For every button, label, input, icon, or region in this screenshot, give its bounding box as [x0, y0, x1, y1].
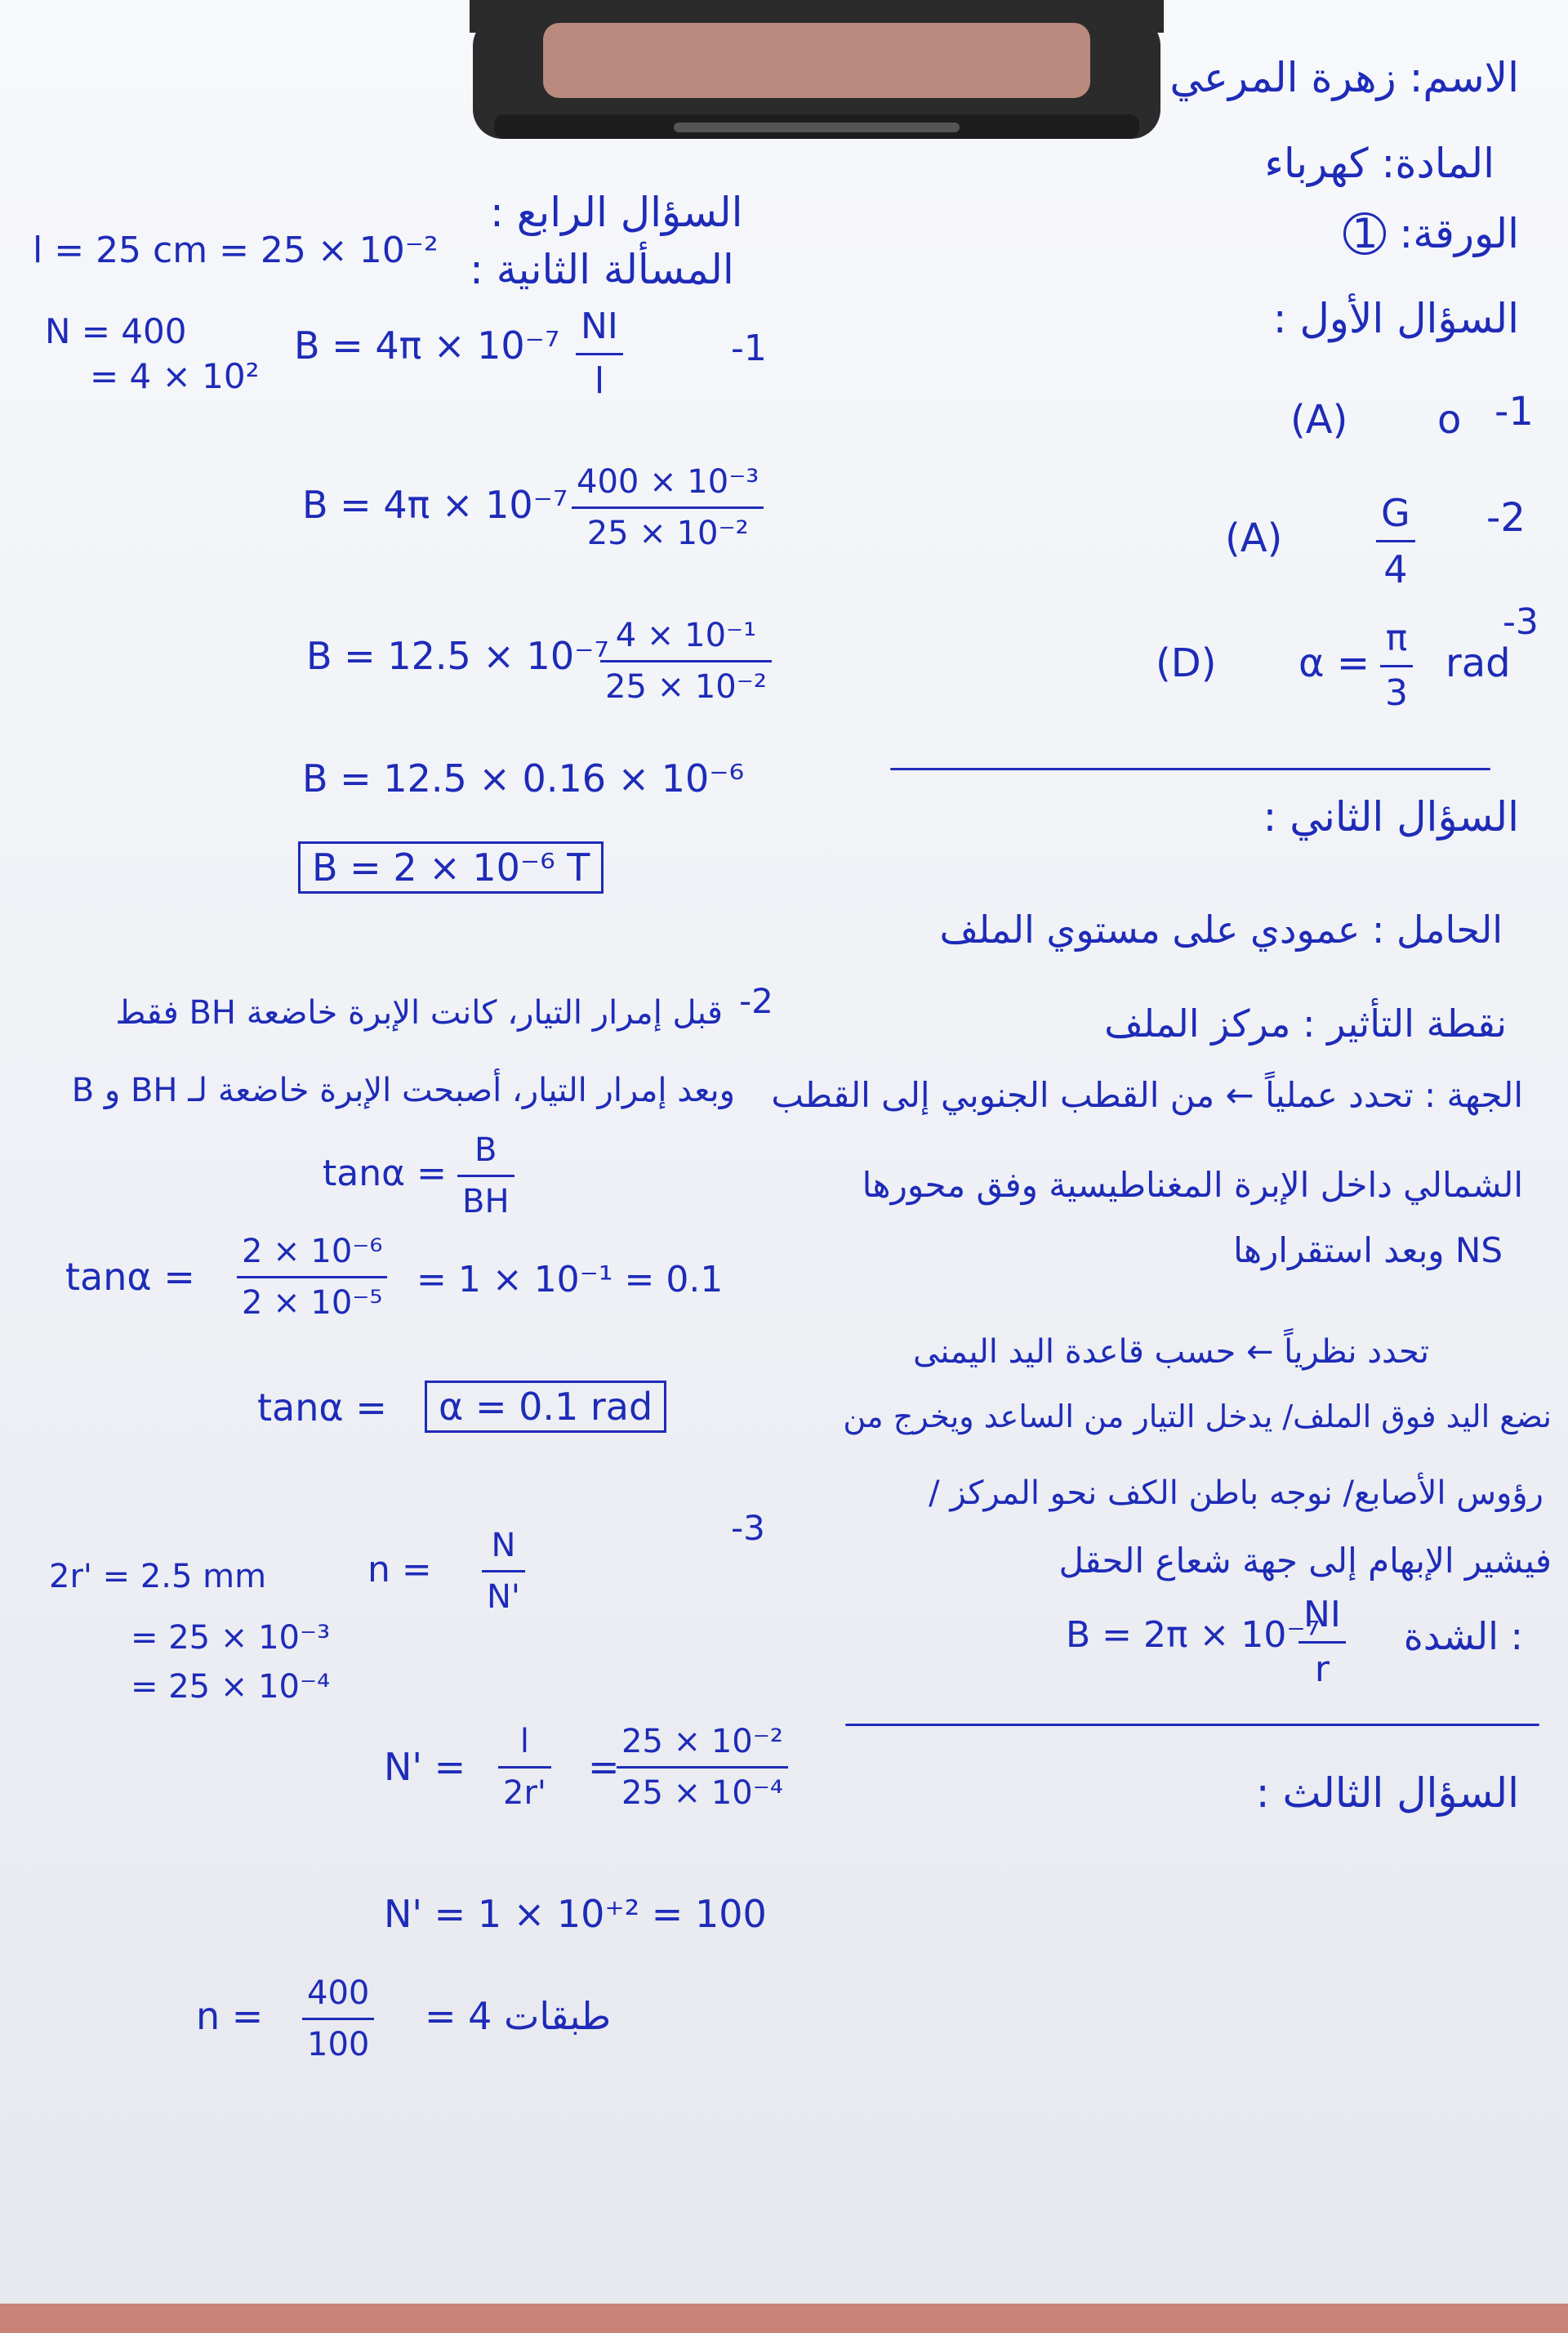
p1-step-3-den: 25 × 10⁻² — [600, 660, 772, 703]
q4-problem-label: المسألة الثانية : — [470, 246, 734, 293]
section-divider-1 — [890, 768, 1490, 770]
q2-intensity-formula: B = 2π × 10⁻⁷ — [1066, 1614, 1321, 1656]
q1-value-1: o — [1437, 397, 1462, 443]
p2-calc: tanα = — [65, 1255, 195, 1299]
p1-step-3-num: 4 × 10⁻¹ — [615, 617, 757, 654]
p2-tan-def: tanα = — [323, 1153, 447, 1194]
p2-calc-num: 2 × 10⁻⁶ — [242, 1233, 383, 1270]
sheet-number-line — [1343, 212, 1519, 255]
q2-intensity-num: NI — [1303, 1594, 1341, 1635]
p2-tan-fraction — [457, 1131, 514, 1220]
q1-fraction-3 — [1380, 618, 1413, 714]
p3-N1-num: l — [519, 1723, 529, 1760]
p1-step-2-num: 400 × 10⁻³ — [577, 463, 760, 501]
p3-n-den: N' — [482, 1570, 525, 1613]
q1-choice-2: (A) — [1225, 515, 1283, 561]
p3-N1-den: 2r' — [498, 1766, 551, 1809]
p2-number: -2 — [739, 981, 773, 1021]
q2-line-6: تحدد نظرياً ← حسب قاعدة اليد اليمنى — [913, 1333, 1429, 1371]
p3-n2-den: 100 — [302, 2018, 374, 2061]
p3-given-1: 2r' = 2.5 mm — [49, 1558, 267, 1595]
p1-formula-num: NI — [581, 306, 618, 347]
q2-line-4: الشمالي داخل الإبرة المغناطيسية وفق محورها — [862, 1165, 1523, 1205]
q2-line-5: NS وبعد استقرارها — [1233, 1230, 1503, 1270]
p3-number: -3 — [731, 1508, 765, 1548]
given-turns-sci: = 4 × 10² — [90, 356, 260, 396]
p3-given-3: = 25 × 10⁻⁴ — [131, 1668, 331, 1706]
p3-N1-fraction — [498, 1723, 551, 1812]
clipboard-clip — [470, 0, 1164, 143]
p3-n2-fraction — [302, 1974, 374, 2063]
q1-fraction-2-num: G — [1381, 491, 1410, 535]
q2-line-2: نقطة التأثير : مركز الملف — [1104, 1001, 1507, 1046]
q1-fraction-3-num: π — [1385, 618, 1408, 659]
q1-fraction-2-den: 4 — [1376, 540, 1415, 588]
p2-final-prefix: tanα = — [257, 1385, 387, 1430]
p3-given-2: = 25 × 10⁻³ — [131, 1619, 331, 1657]
q2-line-8: رؤوس الأصابع/ نوجه باطن الكف نحو المركز / — [929, 1474, 1544, 1512]
p1-formula-den: l — [576, 353, 623, 399]
q1-title: السؤال الأول : — [1272, 295, 1519, 342]
p3-n2: n = — [196, 1994, 264, 2038]
student-name: الاسم: زهرة المرعي — [1169, 54, 1519, 101]
p2-tan-num: B — [474, 1131, 497, 1169]
p1-formula-fraction — [576, 306, 623, 402]
p3-n2-result: = 4 طبقات — [425, 1994, 612, 2038]
q2-title: السؤال الثاني : — [1263, 793, 1519, 841]
q2-line-7: نضع اليد فوق الملف/ يدخل التيار من الساعد ويخرج من — [843, 1398, 1552, 1434]
q1-num-1: -1 — [1494, 389, 1534, 435]
p1-step-2-den: 25 × 10⁻² — [572, 506, 764, 550]
sheet-label: الورقة: — [1399, 210, 1519, 257]
q4-title: السؤال الرابع : — [490, 189, 743, 236]
q2-line-1: الحامل : عمودي على مستوي الملف — [939, 908, 1503, 952]
p3-n2-num: 400 — [307, 1974, 370, 2012]
p2-calc-result: = 1 × 10⁻¹ = 0.1 — [416, 1259, 724, 1300]
q1-fraction-2 — [1376, 491, 1415, 591]
p2-line-2: وبعد إمرار التيار، أصبحت الإبرة خاضعة لـ BH و B — [71, 1072, 735, 1109]
p2-calc-den: 2 × 10⁻⁵ — [237, 1276, 387, 1319]
given-turns: N = 400 — [45, 311, 187, 351]
p3-N1: N' = — [384, 1745, 466, 1789]
p1-step-3-fraction — [600, 617, 772, 706]
q2-line-3: الجهة : تحدد عملياً ← من القطب الجنوبي إلى القطب — [771, 1075, 1523, 1115]
p3-N1-fraction-2 — [617, 1723, 788, 1812]
p1-step-2: B = 4π × 10⁻⁷ — [302, 483, 568, 527]
p2-line-1: قبل إمرار التيار، كانت الإبرة خاضعة BH فقط — [115, 994, 723, 1032]
q1-alpha-3: α = — [1298, 640, 1370, 686]
p1-number: -1 — [731, 328, 767, 369]
p2-final-result: α = 0.1 rad — [425, 1381, 666, 1433]
p1-step-4: B = 12.5 × 0.16 × 10⁻⁶ — [302, 756, 745, 801]
q1-fraction-3-den: 3 — [1380, 665, 1413, 711]
p1-step-3: B = 12.5 × 10⁻⁷ — [306, 634, 609, 678]
q1-num-2: -2 — [1486, 495, 1526, 541]
p2-tan-den: BH — [457, 1175, 514, 1218]
q1-choice-1: (A) — [1290, 397, 1348, 443]
q1-choice-3: (D) — [1156, 640, 1217, 686]
p3-n-fraction — [482, 1527, 525, 1616]
q1-unit-3: rad — [1446, 640, 1511, 686]
p3-N1-eq: = — [588, 1745, 620, 1789]
p1-result: B = 2 × 10⁻⁶ T — [298, 841, 604, 894]
p3-N2: N' = 1 × 10⁺² = 100 — [384, 1892, 767, 1936]
p1-step-2-fraction — [572, 463, 764, 552]
q2-intensity-den: r — [1298, 1641, 1346, 1688]
p1-formula: B = 4π × 10⁻⁷ — [294, 323, 560, 368]
q2-intensity-fraction — [1298, 1594, 1346, 1690]
q2-line-9: فيشير الإبهام إلى جهة شعاع الحقل — [1058, 1541, 1552, 1581]
given-length: l = 25 cm = 25 × 10⁻² — [33, 230, 439, 271]
p3-N1-num-2: 25 × 10⁻² — [621, 1723, 783, 1760]
q3-title: السؤال الثالث : — [1255, 1769, 1519, 1817]
q2-intensity-label: : الشدة — [1403, 1614, 1523, 1658]
p3-N1-den-2: 25 × 10⁻⁴ — [617, 1766, 788, 1809]
p2-calc-fraction — [237, 1233, 387, 1322]
q1-num-3: -3 — [1503, 601, 1539, 643]
section-divider-2 — [845, 1724, 1539, 1726]
p3-n-num: N — [491, 1527, 516, 1564]
subject-label: المادة: كهرباء — [1264, 140, 1494, 187]
sheet-number: 1 — [1343, 212, 1386, 255]
p3-n-def: n = — [368, 1549, 432, 1590]
